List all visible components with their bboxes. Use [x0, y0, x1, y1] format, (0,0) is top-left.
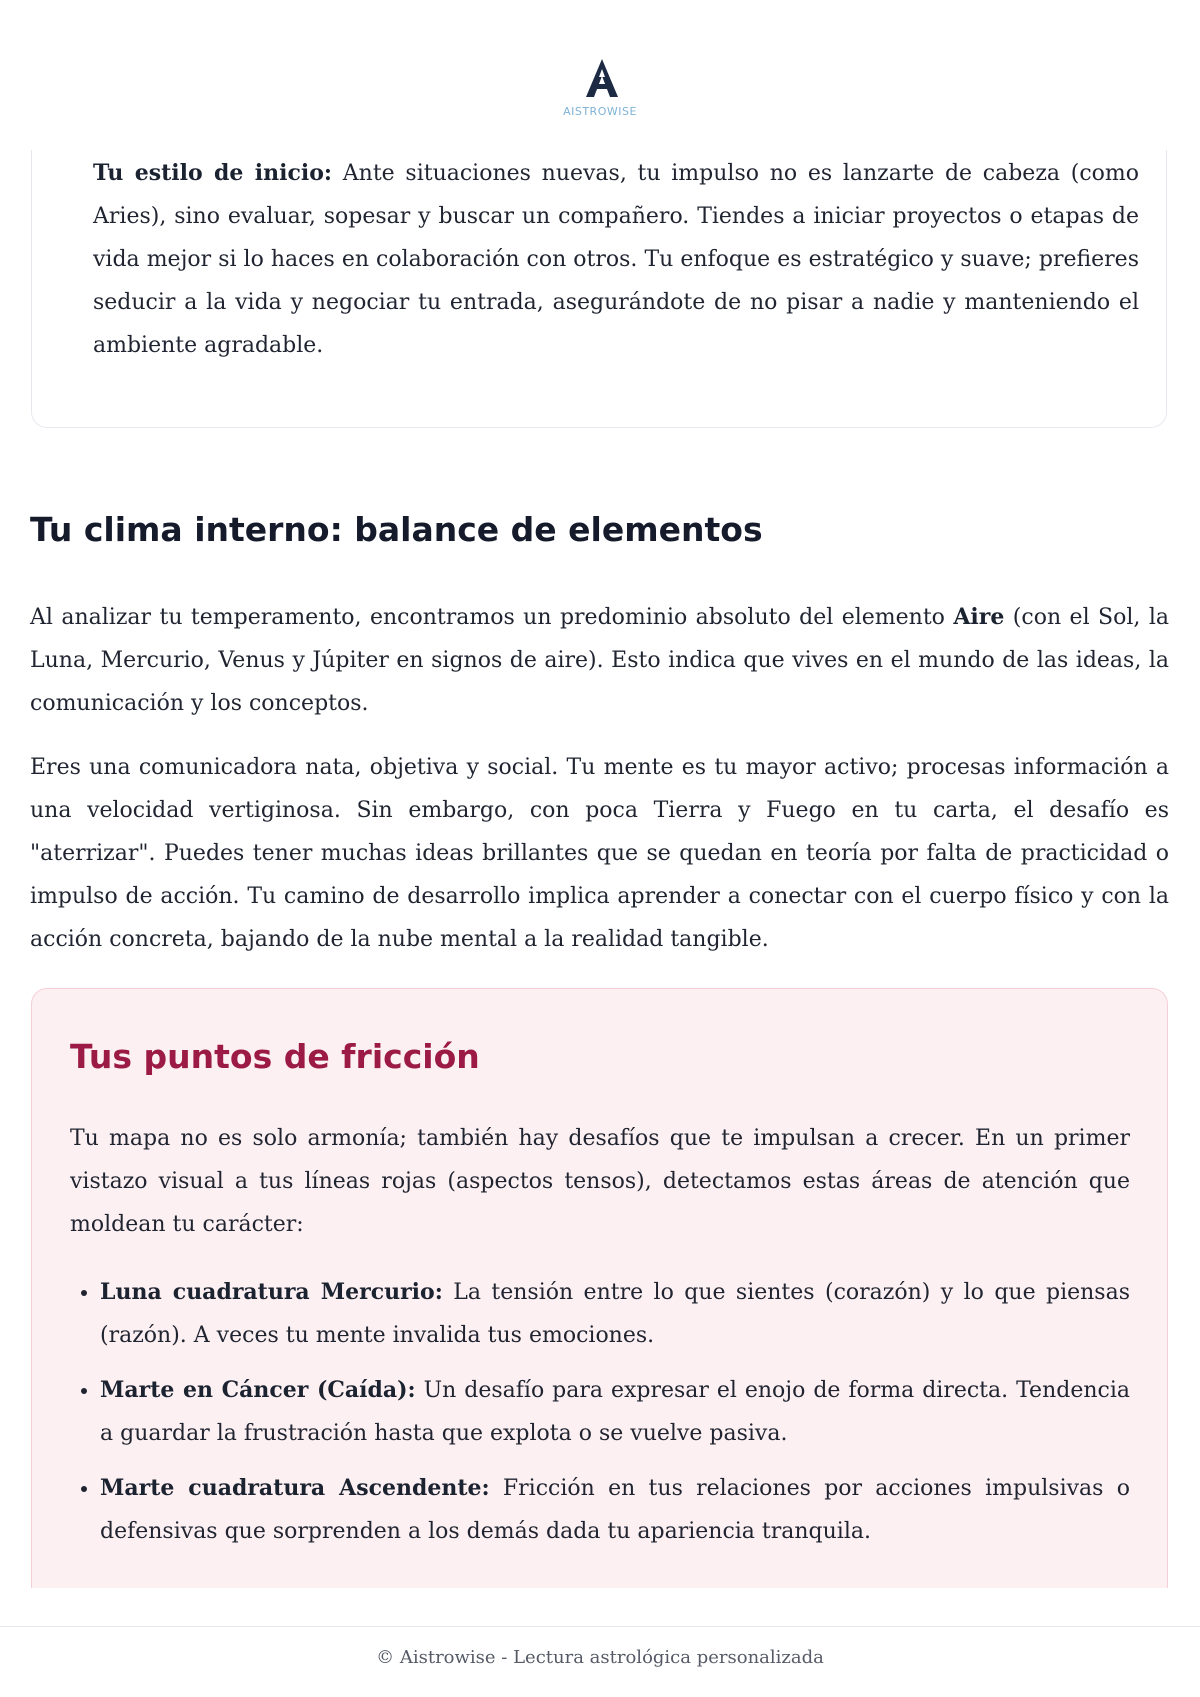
- friction-item-3: [100, 1467, 1130, 1553]
- friction-item-1-label: Luna cuadratura Mercurio:: [100, 1279, 443, 1305]
- elements-p1-before: Al analizar tu temperamento, encontramos un predominio absoluto del elemento: [30, 605, 954, 630]
- brand-name: AISTROWISE: [563, 105, 637, 118]
- friction-title: Tus puntos de fricción: [70, 1037, 480, 1076]
- friction-item-2-text: Un desafío para expresar el enojo de forma directa. Tendencia a guardar la frustración hasta que explota o se vuelve pasiva.: [100, 1378, 1130, 1446]
- friction-item-1: [100, 1271, 1130, 1357]
- page-header: [0, 0, 1200, 125]
- friction-item-2: [100, 1369, 1130, 1455]
- friction-item-2-label: Marte en Cáncer (Caída):: [100, 1377, 416, 1403]
- friction-item-1-text: La tensión entre lo que sientes (corazón) y lo que piensas (razón). A veces tu mente invalida tus emociones.: [100, 1280, 1131, 1348]
- page-footer: [0, 1626, 1200, 1697]
- aistrowise-logo-icon: [580, 56, 624, 100]
- elements-paragraph-1: [30, 596, 1169, 725]
- elements-paragraph-2: Eres una comunicadora nata, objetiva y social. Tu mente es tu mayor activo; procesas información a una velocidad vertiginosa. Sin embargo, con poca Tierra y Fuego en tu carta, el desafío es "aterrizar". Puedes tener muchas ideas brillantes que se quedan en teoría por falta de practicidad o impulso de acción. Tu camino de desarrollo implica aprender a conectar con el cuerpo físico y con la acción concreta, bajando de la nube mental a la realidad tangible.: [30, 755, 1169, 952]
- friction-card: [31, 988, 1168, 1588]
- friction-list: [70, 1271, 1130, 1565]
- friction-intro: Tu mapa no es solo armonía; también hay desafíos que te impulsan a crecer. En un primer vistazo visual a tus líneas rojas (aspectos tensos), detectamos estas áreas de atención que moldean tu carácter:: [70, 1126, 1130, 1237]
- start-style-text: Ante situaciones nuevas, tu impulso no es lanzarte de cabeza (como Aries), sino evaluar, sopesar y buscar un compañero. Tiendes a iniciar proyectos o etapas de vida mejor si lo haces en colaboración con otros. Tu enfoque es estratégico y suave; prefieres seducir a la vida y negociar tu entrada, asegurándote de no pisar a nadie y manteniendo el ambiente agradable.: [93, 161, 1139, 358]
- start-style-paragraph: [93, 152, 1139, 367]
- friction-item-3-label: Marte cuadratura Ascendente:: [100, 1475, 490, 1501]
- footer-text: © Aistrowise - Lectura astrológica personalizada: [376, 1647, 824, 1668]
- elements-p1-air: Aire: [953, 604, 1005, 630]
- start-style-label: Tu estilo de inicio:: [93, 160, 333, 186]
- elements-section-title: Tu clima interno: balance de elementos: [30, 510, 763, 549]
- friction-item-3-text: Fricción en tus relaciones por acciones impulsivas o defensivas que sorprenden a los demás dada tu apariencia tranquila.: [100, 1476, 1130, 1544]
- start-style-card: [31, 150, 1167, 428]
- elements-p1-after: (con el Sol, la Luna, Mercurio, Venus y Júpiter en signos de aire). Esto indica que vives en el mundo de las ideas, la comunicación y los conceptos.: [30, 605, 1169, 716]
